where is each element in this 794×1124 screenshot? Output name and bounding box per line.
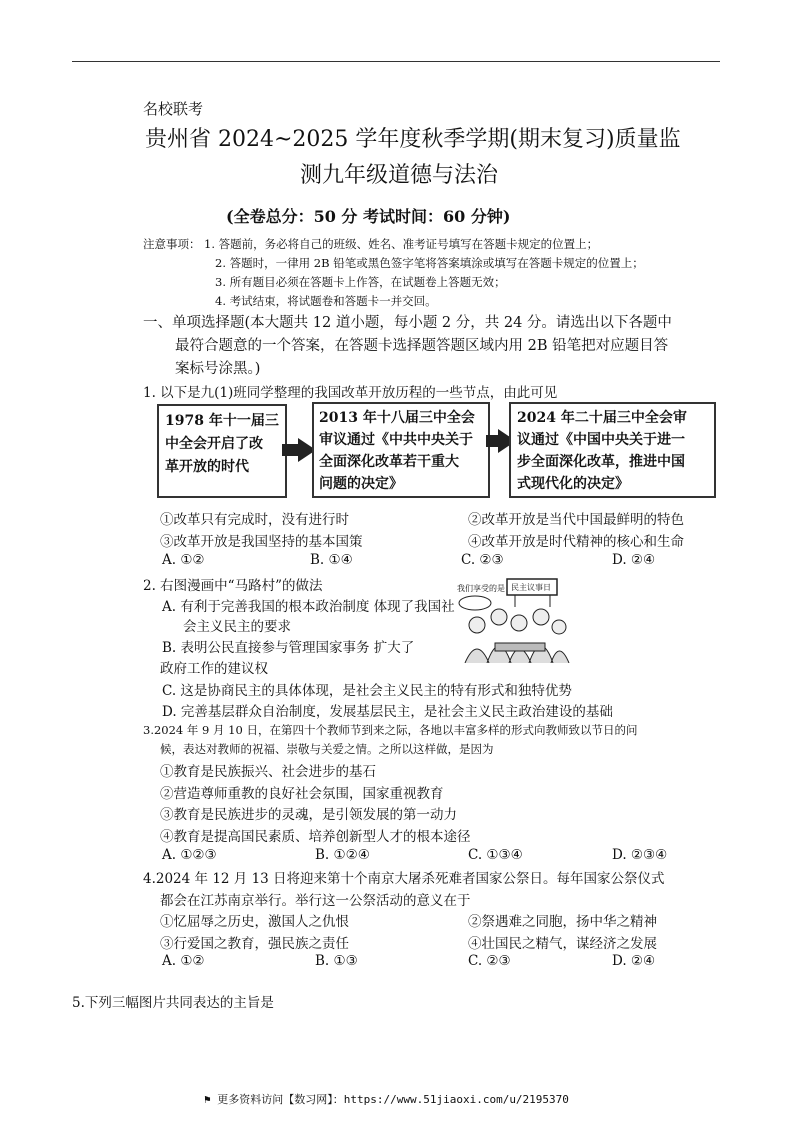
q1-stem: 1. 以下是九(1)班同学整理的我国改革开放历程的一些节点，由此可见 <box>143 385 558 401</box>
q2-option-b: B. 表明公民直接参与管理国家事务 扩大了 <box>162 640 415 656</box>
q4-option-c: C. ②③ <box>468 953 511 969</box>
timeline-line: 革开放的时代 <box>165 459 249 475</box>
q1-statement: ②改革开放是当代中国最鲜明的特色 <box>468 512 684 528</box>
q2-option-c: C. 这是协商民主的具体体现，是社会主义民主的特有形式和独特优势 <box>162 683 572 699</box>
q2-option-b-cont: 政府工作的建议权 <box>160 661 268 677</box>
section-heading-line3: 案标号涂黑。) <box>175 361 261 377</box>
q4-statement: ③行爱国之教育，强民族之责任 <box>160 936 349 952</box>
q3-option-d: D. ②③④ <box>612 847 668 863</box>
timeline-box-2024 <box>509 402 716 498</box>
q1-statement: ④改革开放是时代精神的核心和生命 <box>468 534 684 550</box>
q1-option-d: D. ②④ <box>612 552 656 568</box>
timeline-line: 2024 年二十届三中全会审 <box>517 410 687 426</box>
notice-item: 1. 答题前，务必将自己的班级、姓名、准考证号填写在答题卡规定的位置上； <box>204 237 599 251</box>
q1-option-c: C. ②③ <box>461 552 504 568</box>
q1-statement: ①改革只有完成时，没有进行时 <box>160 512 349 528</box>
exam-meta: (全卷总分：50 分 考试时间：60 分钟) <box>226 207 511 226</box>
q3-statement: ①教育是民族振兴、社会进步的基石 <box>160 764 376 780</box>
timeline-line: 式现代化的决定》 <box>517 476 629 492</box>
timeline-line: 全面深化改革若干重大 <box>319 454 459 470</box>
footer-link[interactable] <box>204 1091 569 1107</box>
q4-statement: ②祭遇难之同胞，扬中华之精神 <box>468 914 657 930</box>
timeline-line: 中全会开启了改 <box>165 436 263 452</box>
timeline-line: 步全面深化改革，推进中国 <box>517 454 685 470</box>
q1-option-a: A. ①② <box>162 552 205 568</box>
timeline-line: 问题的决定》 <box>319 476 403 492</box>
q4-option-b: B. ①③ <box>315 953 358 969</box>
cartoon-image <box>455 577 575 663</box>
flag-icon: ⚑ <box>204 1093 218 1106</box>
cartoon-sign: 民主议事日 <box>511 583 551 592</box>
notice-item: 3. 所有题目必须在答题卡上作答，在试题卷上答题无效； <box>215 275 506 289</box>
q2-option-d: D. 完善基层群众自治制度，发展基层民主，是社会主义民主政治建设的基础 <box>162 704 613 720</box>
q3-statement: ②营造尊师重教的良好社会氛围，国家重视教育 <box>160 786 444 802</box>
notice-item: 4. 考试结束，将试题卷和答题卡一并交回。 <box>215 294 437 308</box>
section-heading: 一、单项选择题(本大题共 12 道小题，每小题 2 分，共 24 分。请选出以下各题中 <box>143 315 672 331</box>
timeline-line: 审议通过《中共中央关于 <box>319 432 473 448</box>
notice-label: 注意事项： <box>143 237 201 251</box>
q2-option-a-cont: 会主义民主的要求 <box>183 619 291 635</box>
top-rule <box>72 61 720 62</box>
footer-text: 更多资料访问【数习网】：https://www.51jiaoxi.com/u/2195370 <box>217 1093 569 1106</box>
timeline-line: 议通过《中国中央关于进一 <box>517 432 685 448</box>
q4-stem-cont: 都会在江苏南京举行。举行这一公祭活动的意义在于 <box>160 893 471 909</box>
q1-option-b: B. ①④ <box>310 552 353 568</box>
timeline-line: 2013 年十八届三中全会 <box>319 410 475 426</box>
q3-stem-cont: 候，表达对教师的祝福、崇敬与关爱之情。之所以这样做，是因为 <box>160 742 494 756</box>
q4-option-a: A. ①② <box>162 953 205 969</box>
page-title-line2: 测九年级道德与法治 <box>300 163 499 188</box>
timeline-box-2013 <box>312 402 490 498</box>
q3-option-c: C. ①③④ <box>468 847 523 863</box>
q3-statement: ③教育是民族进步的灵魂，是引领发展的第一动力 <box>160 807 457 823</box>
cartoon-caption: 我们享受的是 <box>457 584 505 593</box>
q2-option-a: A. 有利于完善我国的根本政治制度 体现了我国社 <box>162 599 455 615</box>
section-heading-line2: 最符合题意的一个答案，在答题卡选择题答题区域内用 2B 铅笔把对应题目答 <box>175 338 669 354</box>
q4-stem: 4.2024 年 12 月 13 日将迎来第十个南京大屠杀死难者国家公祭日。每年国家公祭仪式 <box>143 871 665 887</box>
q5-stem: 5.下列三幅图片共同表达的主旨是 <box>72 995 274 1011</box>
q1-statement: ③改革开放是我国坚持的基本国策 <box>160 534 363 550</box>
timeline-box-1978 <box>157 404 287 498</box>
notice-item: 2. 答题时，一律用 2B 铅笔或黑色签字笔将答案填涂或填写在答题卡规定的位置上； <box>215 256 644 270</box>
q3-option-a: A. ①②③ <box>162 847 217 863</box>
q4-statement: ①忆屈辱之历史，激国人之仇恨 <box>160 914 349 930</box>
timeline-line: 1978 年十一届三 <box>165 413 279 429</box>
q3-stem: 3.2024 年 9 月 10 日，在第四十个教师节到来之际，各地以丰富多样的形式向教师致以节日的问 <box>143 723 638 737</box>
page-title: 贵州省 2024~2025 学年度秋季学期(期末复习)质量监 <box>145 127 681 152</box>
exam-tag: 名校联考 <box>143 100 204 118</box>
q4-statement: ④壮国民之精气，谋经济之发展 <box>468 936 657 952</box>
q3-option-b: B. ①②④ <box>315 847 370 863</box>
q2-stem: 2. 右图漫画中“马路村”的做法 <box>143 578 323 594</box>
q4-option-d: D. ②④ <box>612 953 656 969</box>
q3-statement: ④教育是提高国民素质、培养创新型人才的根本途径 <box>160 829 471 845</box>
